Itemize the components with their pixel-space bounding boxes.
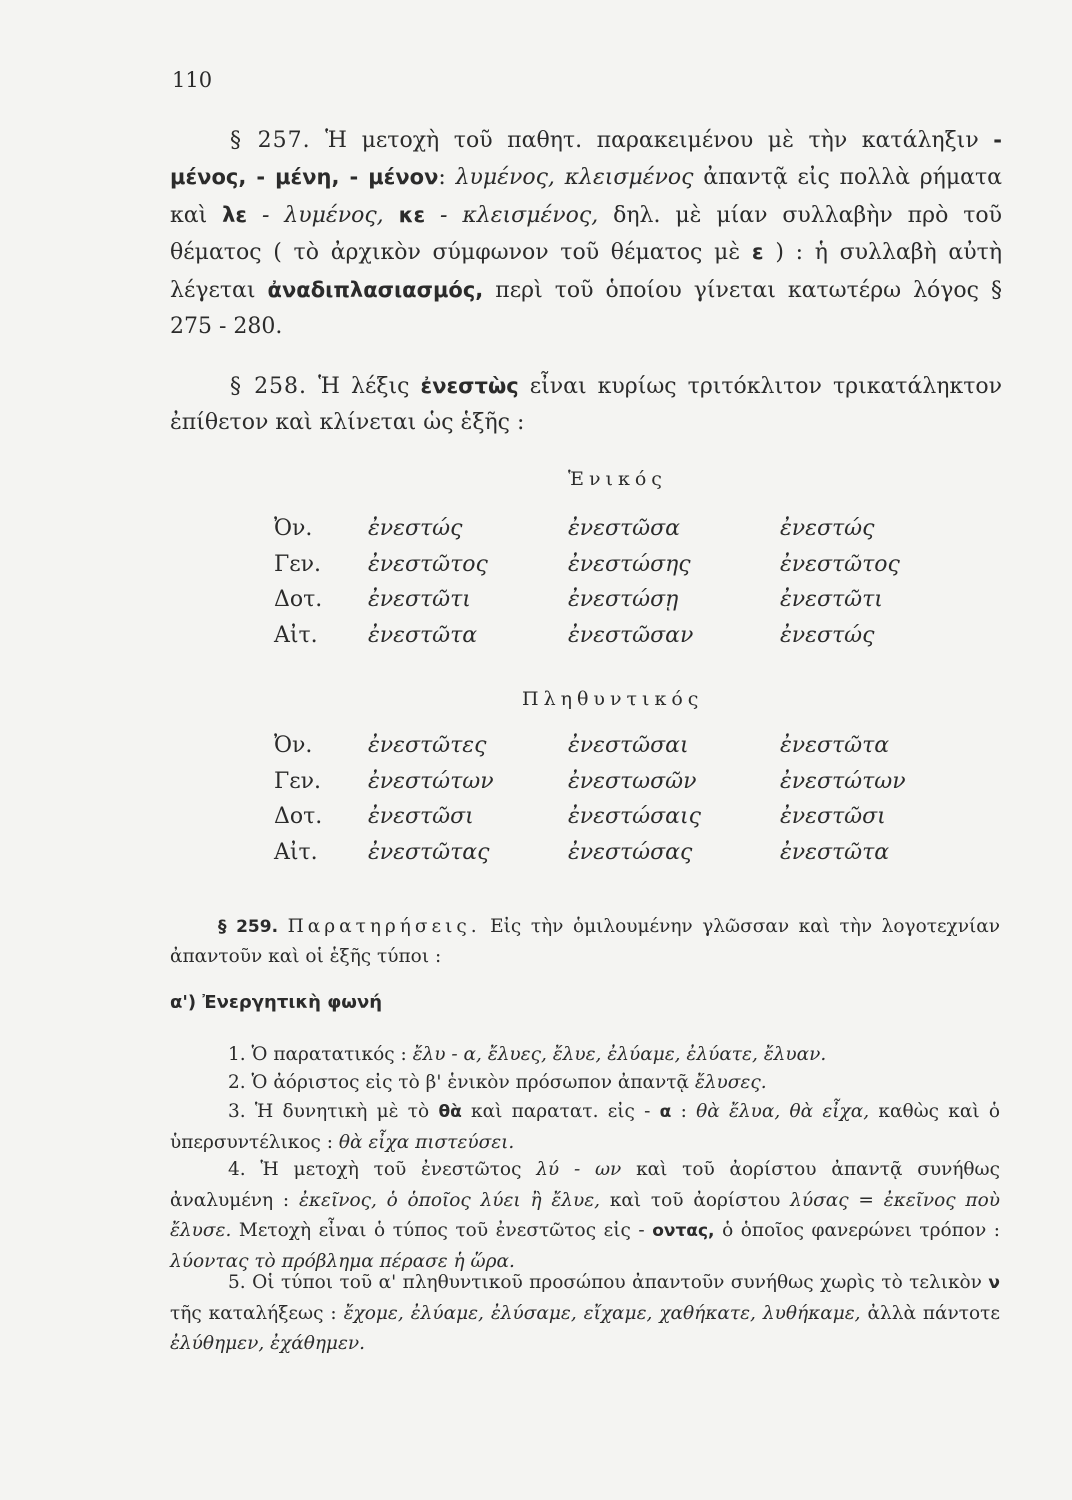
page-number: 110 [172,68,213,92]
list-item: 2. Ὁ ἀόριστος εἰς τὸ β' ἑνικὸν πρόσωπον ἀπαντᾷ ἔλυσες. [228,1072,767,1093]
section-number: § 259. [218,917,279,937]
list-item: 5. Οἱ τύποι τοῦ α' πληθυντικοῦ προσώπου ἀπαντοῦν συνήθως χωρὶς τὸ τελικὸν ν τῆς καταλήξεως : ἔχομε, ἐλύαμε, ἐλύσαμε, εἴχαμε, χαθήκατε, λυθήκαμε, ἀλλὰ πάντοτε ἐλύθημεν, ἐχάθημεν. [170,1272,1000,1354]
singular-table [274,516,900,658]
table-row: Γεν. ἐνεστῶτος ἐνεστώσης ἐνεστῶτος [274,551,900,577]
section-number: § 258. [230,374,308,399]
list-item: 1. Ὁ παρατατικός : ἔλυ - α, ἔλυες, ἔλυε, ἐλύαμε, ἐλύατε, ἔλυαν. [228,1044,827,1065]
table-row: Δοτ. ἐνεστῶσι ἐνεστώσαις ἐνεστῶσι [274,804,886,829]
table-row: Ὀν. ἐνεστῶτες ἐνεστῶσαι ἐνεστῶτα [274,733,890,758]
list-item: 3. Ἡ δυνητικὴ μὲ τὸ θὰ καὶ παρατατ. εἰς - α : θὰ ἔλυα, θὰ εἶχα, καθὼς καὶ ὁ ὑπερσυντέλικος : θὰ εἶχα πιστεύσει. [170,1101,1000,1153]
plural-heading: Πληθυντικός [522,688,704,710]
subheading-active-voice: α') Ἐνεργητικὴ φωνή [170,992,383,1013]
table-row: Αἰτ. ἐνεστῶτα ἐνεστῶσαν ἐνεστώς [274,622,875,648]
section-258: § 258. Ἡ λέξις ἐνεστὼς εἶναι κυρίως τριτόκλιτον τρικατάληκτον ἐπίθετον καὶ κλίνεται ὡς ἑξῆς : [170,374,1003,436]
table-row: Ὀν. ἐνεστώς ἐνεστῶσα ἐνεστώς [274,516,875,541]
table-row: Γεν. ἐνεστώτων ἐνεστωσῶν ἐνεστώτων [274,768,906,794]
table-row: Αἰτ. ἐνεστῶτας ἐνεστώσας ἐνεστῶτα [274,839,890,865]
section-259: § 259. Παρατηρήσεις. Εἰς τὴν ὁμιλουμένην γλῶσσαν καὶ τὴν λογοτεχνίαν ἀπαντοῦν καὶ οἱ ἑξῆς τύποι : [170,916,1000,967]
singular-heading: Ἑνικός [568,468,667,490]
section-number: § 257. [230,128,311,153]
table-row: Δοτ. ἐνεστῶτι ἐνεστώσῃ ἐνεστῶτι [274,587,883,612]
list-item: 4. Ἡ μετοχὴ τοῦ ἐνεστῶτος λύ - ων καὶ τοῦ ἀορίστου ἀπαντᾷ συνήθως ἀναλυμένη : ἐκεῖνος, ὁ ὁποῖος λύει ἢ ἔλυε, καὶ τοῦ ἀορίστου λύσας = ἐκεῖνος ποὺ ἔλυσε. Μετοχὴ εἶναι ὁ τύπος τοῦ ἐνεστῶτος εἰς - οντας, ὁ ὁποῖος φανερώνει τρόπον : λύοντας τὸ πρόβλημα πέρασε ἡ ὥρα. [170,1159,1001,1272]
plural-table [274,733,906,875]
section-257: § 257. Ἡ μετοχὴ τοῦ παθητ. παρακειμένου μὲ τὴν κατάληξιν - μένος, - μένη, - μένον: λυμένος, κλεισμένος ἀπαντᾷ εἰς πολλὰ ρήματα καὶ λε - λυμένος, κε - κλεισμένος, δηλ. μὲ μίαν συλλαβὴν πρὸ τοῦ θέματος ( τὸ ἀρχικὸν σύμφωνον τοῦ θέματος μὲ ε ) : ἡ συλλαβὴ αὐτὴ λέγεται ἀναδιπλασιασμός, περὶ τοῦ ὁποίου γίνεται κατωτέρω λόγος § 275 - 280. [170,128,1003,340]
